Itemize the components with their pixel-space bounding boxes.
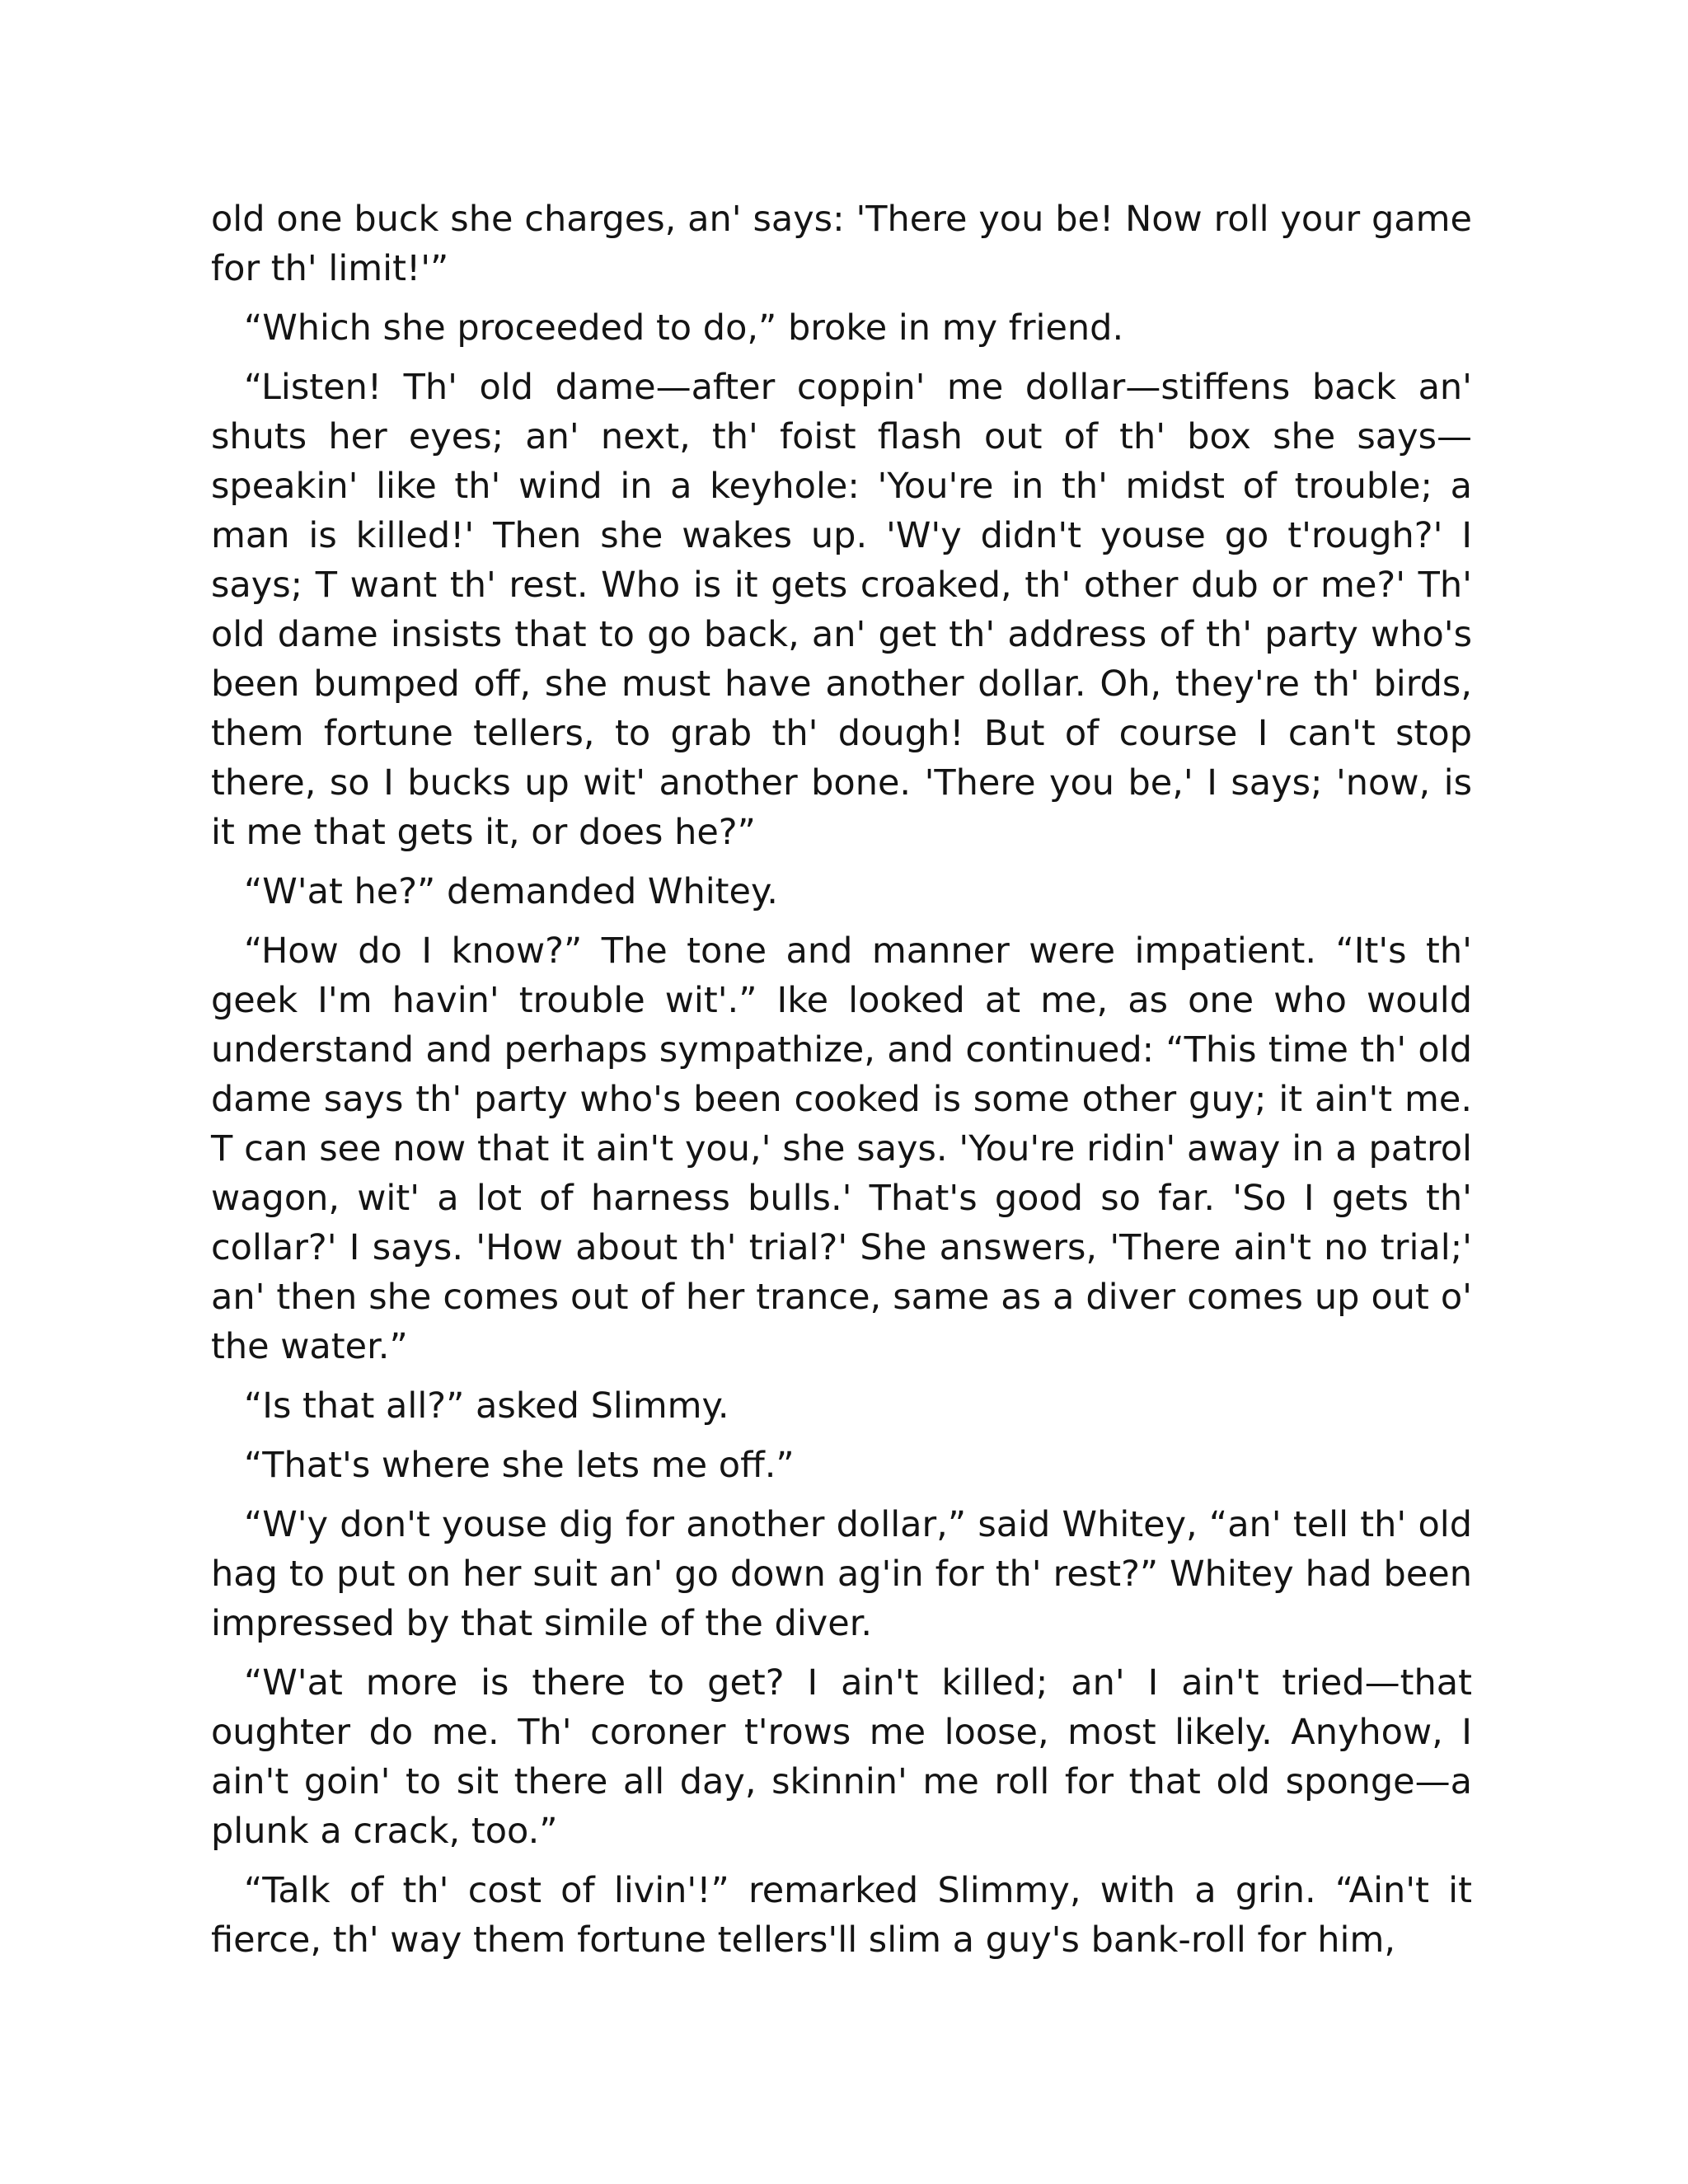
- paragraph: “W'y don't youse dig for another dollar,” said Whitey, “an' tell th' old hag to put on her suit an' go down ag'in for th' rest?” Whitey had been impressed by that simile of the diver.: [211, 1504, 1472, 1644]
- paragraph: “Is that all?” asked Slimmy.: [244, 1385, 729, 1427]
- paragraph: “Talk of th' cost of livin'!” remarked Slimmy, with a grin. “Ain't it fierce, th' way them fortune tellers'll slim a guy's bank-roll for him,: [211, 1870, 1472, 1961]
- paragraph-continued: old one buck she charges, an' says: 'There you be! Now roll your game for th' limit!'”: [211, 199, 1472, 289]
- paragraph: “W'at he?” demanded Whitey.: [244, 871, 778, 912]
- paragraph: “Listen! Th' old dame—after coppin' me dollar—stiffens back an' shuts her eyes; an' next, th' foist flash out of th' box she says—speakin' like th' wind in a keyhole: 'You're in th' midst of trouble; a man is killed!' Then she wakes up. 'W'y didn't youse go t'rough?' I says; T want th' rest. Who is it gets croaked, th' other dub or me?' Th' old dame insists that to go back, an' get th' address of th' party who's been bumped off, she must have another dollar. Oh, they're th' birds, them fortune tellers, to grab th' dough! But of course I can't stop there, so I bucks up wit' another bone. 'There you be,' I says; 'now, is it me that gets it, or does he?”: [211, 367, 1472, 853]
- paragraph: “Which she proceeded to do,” broke in my friend.: [244, 307, 1124, 349]
- paragraph: “How do I know?” The tone and manner were impatient. “It's th' geek I'm havin' trouble wit'.” Ike looked at me, as one who would understand and perhaps sympathize, and continued: “This time th' old dame says th' party who's been cooked is some other guy; it ain't me. T can see now that it ain't you,' she says. 'You're ridin' away in a patrol wagon, wit' a lot of harness bulls.' That's good so far. 'So I gets th' collar?' I says. 'How about th' trial?' She answers, 'There ain't no trial;' an' then she comes out of her trance, same as a diver comes up out o' the water.”: [211, 930, 1472, 1367]
- paragraph: “That's where she lets me off.”: [244, 1445, 795, 1486]
- paragraph: “W'at more is there to get? I ain't killed; an' I ain't tried—that oughter do me. Th' coroner t'rows me loose, most likely. Anyhow, I ain't goin' to sit there all day, skinnin' me roll for that old sponge—a plunk a crack, too.”: [211, 1662, 1472, 1852]
- body-text: [211, 194, 1472, 1975]
